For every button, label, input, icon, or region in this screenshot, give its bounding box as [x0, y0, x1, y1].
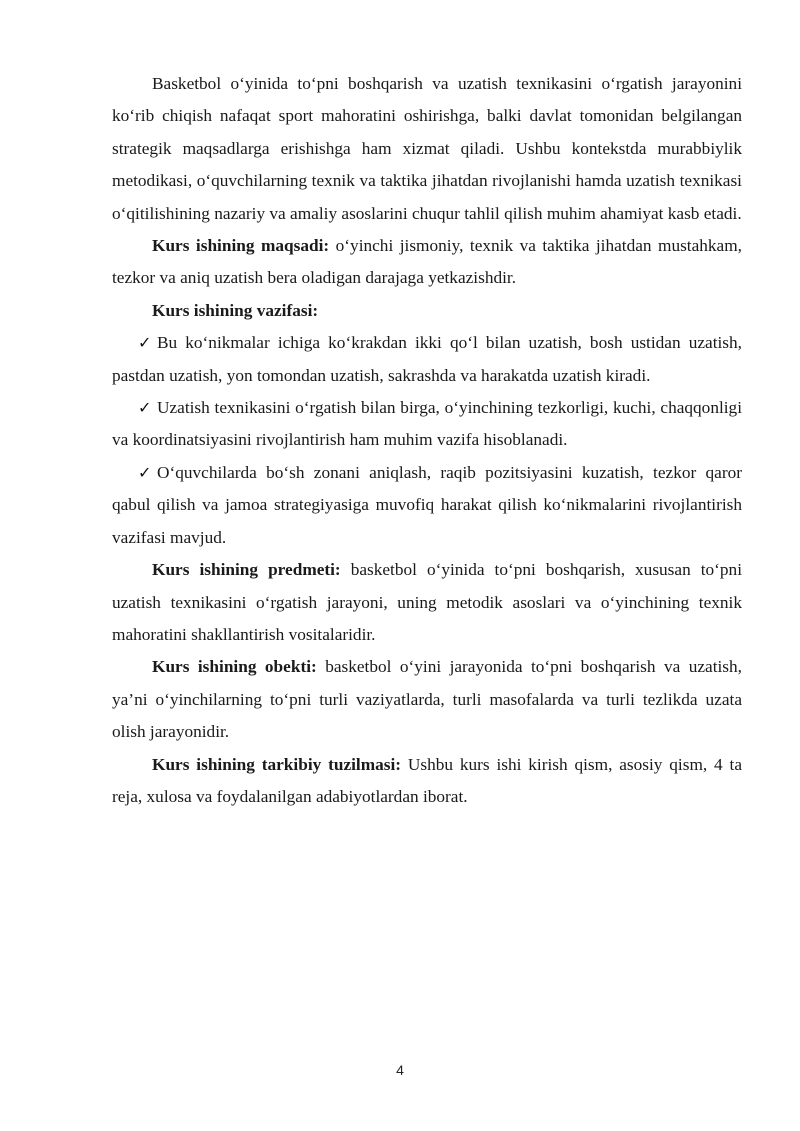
- task-text-1: Bu ko‘nikmalar ichiga ko‘krakdan ikki qo‘l bilan uzatish, bosh ustidan uzatish, pastdan uzatish, yon tomondan uzatish, sakrashda va harakatda uzatish kiradi.: [112, 333, 742, 385]
- task-text-3: O‘quvchilarda bo‘sh zonani aniqlash, raqib pozitsiyasini kuzatish, tezkor qaror qabul qilish va jamoa strategiyasiga muvofiq harakat qilish ko‘nikmalarini rivojlantirish vazifasi mavjud.: [112, 462, 742, 547]
- structure-label: Kurs ishining tarkibiy tuzilmasi:: [152, 754, 402, 774]
- tasks-label: Kurs ishining vazifasi:: [152, 300, 319, 320]
- task-item-1: [112, 327, 742, 392]
- task-item-2: [112, 392, 742, 457]
- document-body: [112, 68, 742, 813]
- goal-label: Kurs ishining maqsadi:: [152, 236, 330, 256]
- checkmark-icon: ✓: [138, 333, 152, 353]
- subject-label: Kurs ishining predmeti:: [152, 560, 341, 580]
- goal-paragraph: [112, 230, 742, 295]
- structure-paragraph: [112, 749, 742, 814]
- page-number: 4: [396, 1062, 404, 1078]
- goal-text: o‘yinchi jismoniy, texnik va taktika jihatdan mustahkam, tezkor va aniq uzatish bera oladigan darajaga yetkazishdir.: [112, 236, 742, 288]
- intro-paragraph: Basketbol o‘yinida to‘pni boshqarish va uzatish texnikasini o‘rgatish jarayonini ko‘rib chiqish nafaqat sport mahoratini oshirishga, balki davlat tomonidan belgilangan strategik maqsadlarga erishishga ham xizmat qiladi. Ushbu kontekstda murabbiylik metodikasi, o‘quvchilarning texnik va taktika jihatdan rivojlanishi hamda uzatish texnikasi o‘qitilishining nazariy va amaliy asoslarini chuqur tahlil qilish muhim ahamiyat kasb etadi.: [112, 74, 742, 223]
- object-paragraph: [112, 651, 742, 748]
- object-label: Kurs ishining obekti:: [152, 657, 317, 677]
- object-text: basketbol o‘yini jarayonida to‘pni boshqarish va uzatish, ya’ni o‘yinchilarning to‘pni turli vaziyatlarda, turli masofalarda va turli tezlikda uzata olish jarayonidir.: [112, 657, 742, 742]
- task-text-2: Uzatish texnikasini o‘rgatish bilan birga, o‘yinchining tezkorligi, kuchi, chaqqonligi va koordinatsiyasini rivojlantirish ham muhim vazifa hisoblanadi.: [112, 398, 742, 450]
- structure-text: Ushbu kurs ishi kirish qism, asosiy qism, 4 ta reja, xulosa va foydalanilgan adabiyotlardan iborat.: [112, 754, 743, 806]
- checkmark-icon: ✓: [138, 398, 152, 418]
- subject-paragraph: [112, 554, 742, 651]
- tasks-heading: [112, 295, 742, 327]
- subject-text: basketbol o‘yinida to‘pni boshqarish, xususan to‘pni uzatish texnikasini o‘rgatish jarayoni, uning metodik asoslari va o‘yinchining texnik mahoratini shakllantirish vositalaridir.: [112, 560, 743, 644]
- checkmark-icon: ✓: [138, 462, 152, 482]
- task-item-3: [112, 457, 742, 554]
